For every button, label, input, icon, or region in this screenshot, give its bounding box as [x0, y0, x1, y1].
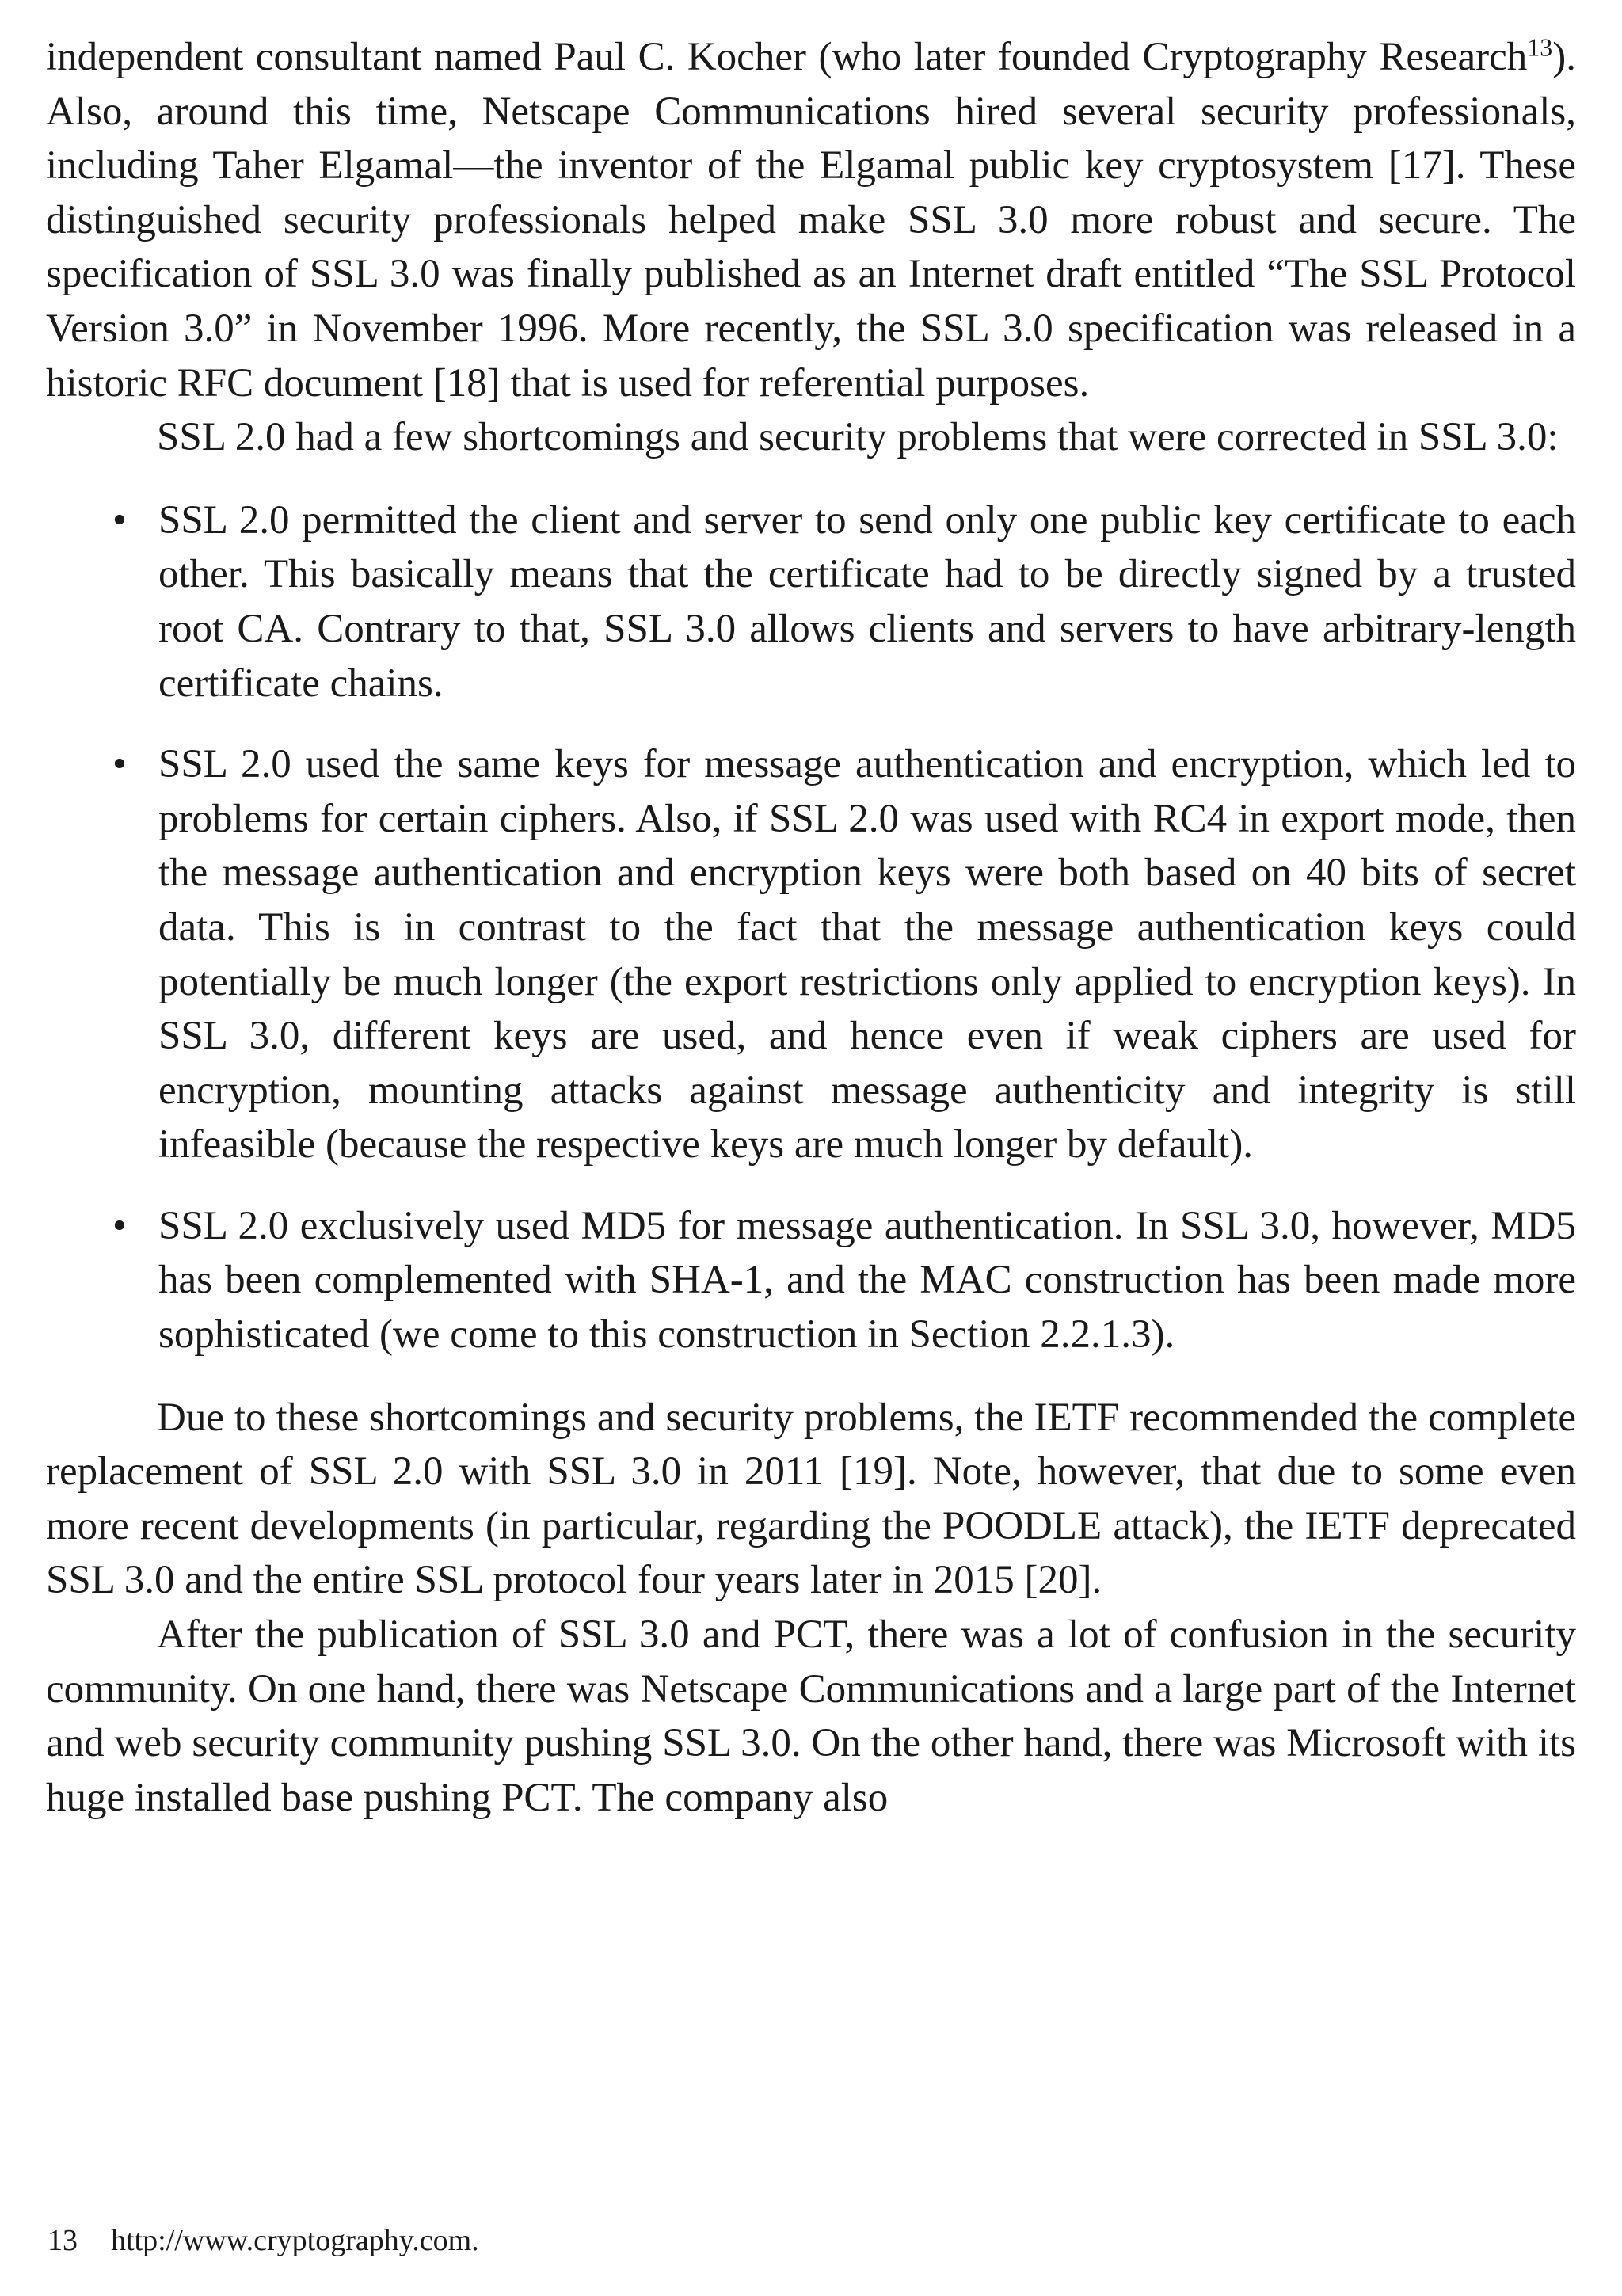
list-item — [46, 737, 1576, 1172]
bullet-icon: • — [112, 1203, 127, 1248]
paragraph-intro-list: SSL 2.0 had a few shortcomings and security problems that were corrected in SSL 3.0: — [157, 415, 1559, 460]
bullet-icon: • — [112, 497, 127, 543]
bullet-icon: • — [112, 742, 127, 787]
paragraph-pct: After the publication of SSL 3.0 and PCT, there was a lot of confusion in the security community. On one hand, there was Netscape Communications and a large part of the Internet and web security community pushing SSL 3.0. On the other hand, there was Microsoft with its huge installed base pushing PCT. The company also — [46, 1613, 1576, 1820]
footnote — [46, 2221, 479, 2260]
paragraph-text: independent consultant named Paul C. Kocher (who later founded Cryptography Research — [46, 35, 1528, 79]
bullet-list — [46, 493, 1576, 1362]
footnote-reference[interactable]: 13 — [1527, 32, 1553, 62]
page-body — [46, 30, 1576, 1825]
paragraph-ietf: Due to these shortcomings and security problems, the IETF recommended the complete replacement of SSL 2.0 with SSL 3.0 in 2011 [19]. Note, however, that due to some even more recent developments (in particular, regarding the POODLE attack), the IETF deprecated SSL 3.0 and the entire SSL protocol four years later in 2015 [20]. — [46, 1395, 1576, 1603]
spacer — [46, 1172, 1576, 1199]
list-item-text: SSL 2.0 used the same keys for message authentication and encryption, which led to problems for certain ciphers. Also, if SSL 2.0 was used with RC4 in export mode, then the message authentication and encryption keys were both based on 40 bits of secret data. This is in contrast to the fact that the message authentication keys could potentially be much longer (the export restrictions only applied to encryption keys). In SSL 3.0, different keys are used, and hence even if weak ciphers are used for encryption, mounting attacks against message authenticity and integrity is still infeasible (because the respective keys are much longer by default). — [158, 742, 1576, 1167]
list-item-text: SSL 2.0 permitted the client and server to send only one public key certificate to each other. This basically means that the certificate had to be directly signed by a trusted root CA. Contrary to that, SSL 3.0 allows clients and servers to have arbitrary-length certificate chains. — [158, 497, 1576, 706]
spacer — [46, 710, 1576, 737]
list-item — [46, 1199, 1576, 1362]
list-item-text: SSL 2.0 exclusively used MD5 for message authentication. In SSL 3.0, however, MD5 has been complemented with SHA-1, and the MAC construction has been made more sophisticated (we come to this construction in Section 2.2.1.3). — [158, 1203, 1576, 1357]
list-item — [46, 493, 1576, 710]
spacer — [46, 465, 1576, 493]
footnote-link[interactable]: http://www.cryptography.com. — [111, 2224, 479, 2257]
paragraph-text: ). Also, around this time, Netscape Communications hired several security professionals, including Taher Elgamal—the inventor of the Elgamal public key cryptosystem [17]. These distinguished security professionals helped make SSL 3.0 more robust and secure. The specification of SSL 3.0 was finally published as an Internet draft entitled “The SSL Protocol Version 3.0” in November 1996. More recently, the SSL 3.0 specification was released in a historic RFC document [18] that is used for referential purposes. — [46, 35, 1576, 406]
footnote-number: 13 — [48, 2224, 78, 2257]
paragraph-continuation — [46, 30, 1576, 410]
spacer — [46, 1362, 1576, 1391]
